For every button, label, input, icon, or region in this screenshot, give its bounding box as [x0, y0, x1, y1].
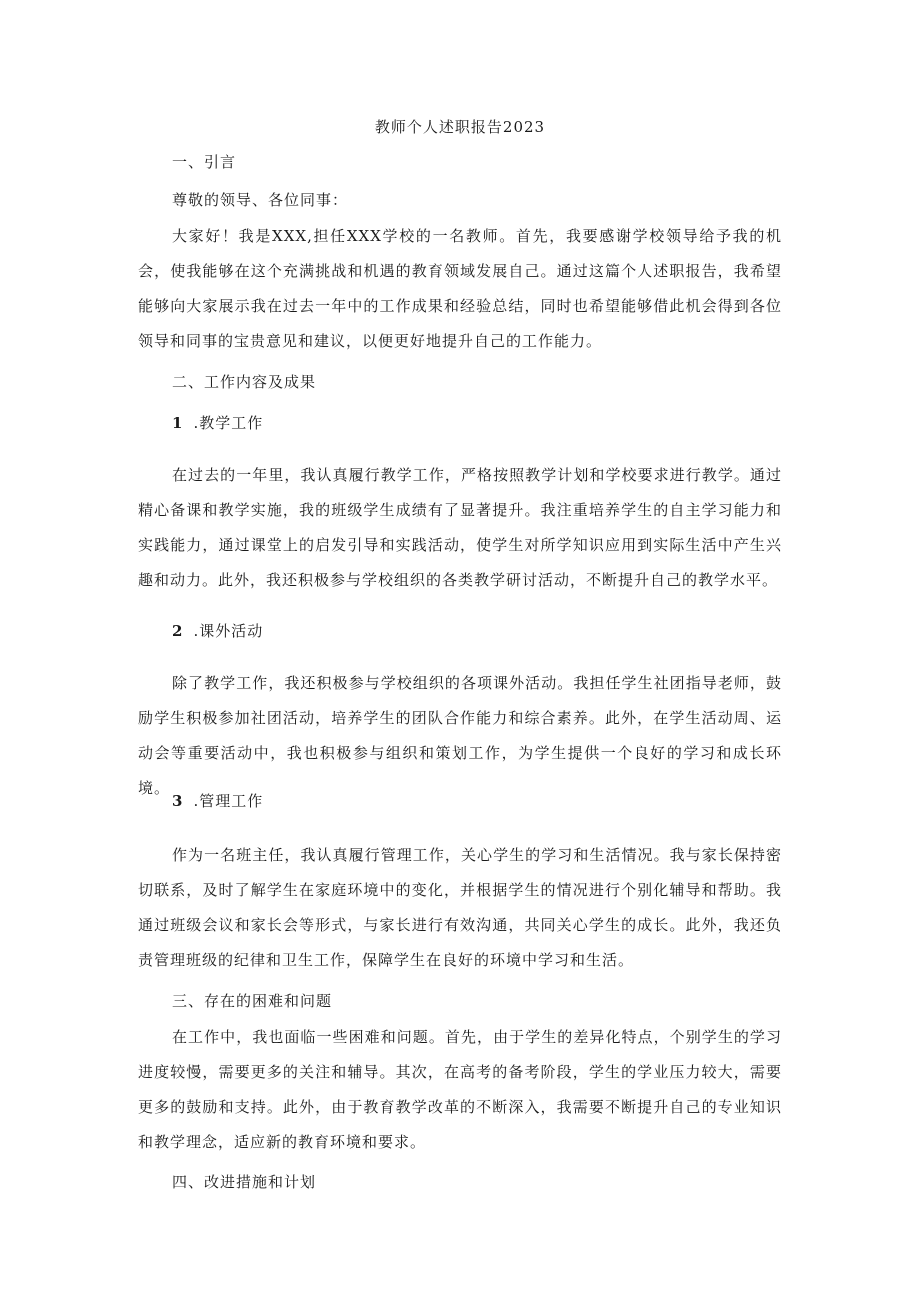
- subheading-label: .教学工作: [193, 414, 264, 432]
- subheading-number: 2: [172, 622, 184, 640]
- subheading-number: 1: [172, 414, 184, 432]
- intro-paragraph-text: 大家好！我是XXX,担任XXX学校的一名教师。首先，我要感谢学校领导给予我的机会，使我能够在这个充满挑战和机遇的教育领域发展自己。通过这篇个人述职报告，我希望能够向大家展示我在过去一年中的工作成果和经验总结，同时也希望能够借此机会得到各位领导和同事的宝贵意见和建议，以便更好地提升自己的工作能力。: [138, 227, 782, 350]
- teaching-paragraph: [138, 458, 782, 598]
- salutation: 尊敬的领导、各位同事：: [172, 191, 349, 209]
- document-title: 教师个人述职报告2023: [374, 118, 546, 136]
- subheading-teaching: [172, 412, 816, 433]
- subheading-number: 3: [172, 792, 184, 810]
- management-paragraph: [138, 838, 782, 978]
- subheading-label: .管理工作: [193, 792, 264, 810]
- subheading-label: .课外活动: [193, 622, 264, 640]
- section-heading-introduction: 一、引言: [172, 153, 237, 171]
- subheading-extracurricular: [172, 620, 816, 641]
- management-paragraph-text: 作为一名班主任，我认真履行管理工作，关心学生的学习和生活情况。我与家长保持密切联系，及时了解学生在家庭环境中的变化，并根据学生的情况进行个别化辅导和帮助。我通过班级会议和家长会等形式，与家长进行有效沟通，共同关心学生的成长。此外，我还负责管理班级的纪律和卫生工作，保障学生在良好的环境中学习和生活。: [138, 846, 782, 969]
- extracurricular-paragraph-text: 除了教学工作，我还积极参与学校组织的各项课外活动。我担任学生社团指导老师，鼓励学生积极参加社团活动，培养学生的团队合作能力和综合素养。此外，在学生活动周、运动会等重要活动中，我也积极参与组织和策划工作，为学生提供一个良好的学习和成长环境。: [138, 674, 782, 797]
- extracurricular-paragraph: [138, 666, 782, 806]
- section-heading-improvement: 四、改进措施和计划: [172, 1173, 317, 1191]
- subheading-management: [172, 790, 816, 811]
- difficulties-paragraph: [138, 1020, 782, 1160]
- difficulties-paragraph-text: 在工作中，我也面临一些困难和问题。首先，由于学生的差异化特点，个别学生的学习进度较慢，需要更多的关注和辅导。其次，在高考的备考阶段，学生的学业压力较大，需要更多的鼓励和支持。此外，由于教育教学改革的不断深入，我需要不断提升自己的专业知识和教学理念，适应新的教育环境和要求。: [138, 1028, 782, 1151]
- teaching-paragraph-text: 在过去的一年里，我认真履行教学工作，严格按照教学计划和学校要求进行教学。通过精心备课和教学实施，我的班级学生成绩有了显著提升。我注重培养学生的自主学习能力和实践能力，通过课堂上的启发引导和实践活动，使学生对所学知识应用到实际生活中产生兴趣和动力。此外，我还积极参与学校组织的各类教学研讨活动，不断提升自己的教学水平。: [138, 466, 782, 589]
- intro-paragraph: [138, 219, 782, 359]
- section-heading-difficulties: 三、存在的困难和问题: [172, 992, 333, 1010]
- section-heading-work-content: 二、工作内容及成果: [172, 373, 317, 391]
